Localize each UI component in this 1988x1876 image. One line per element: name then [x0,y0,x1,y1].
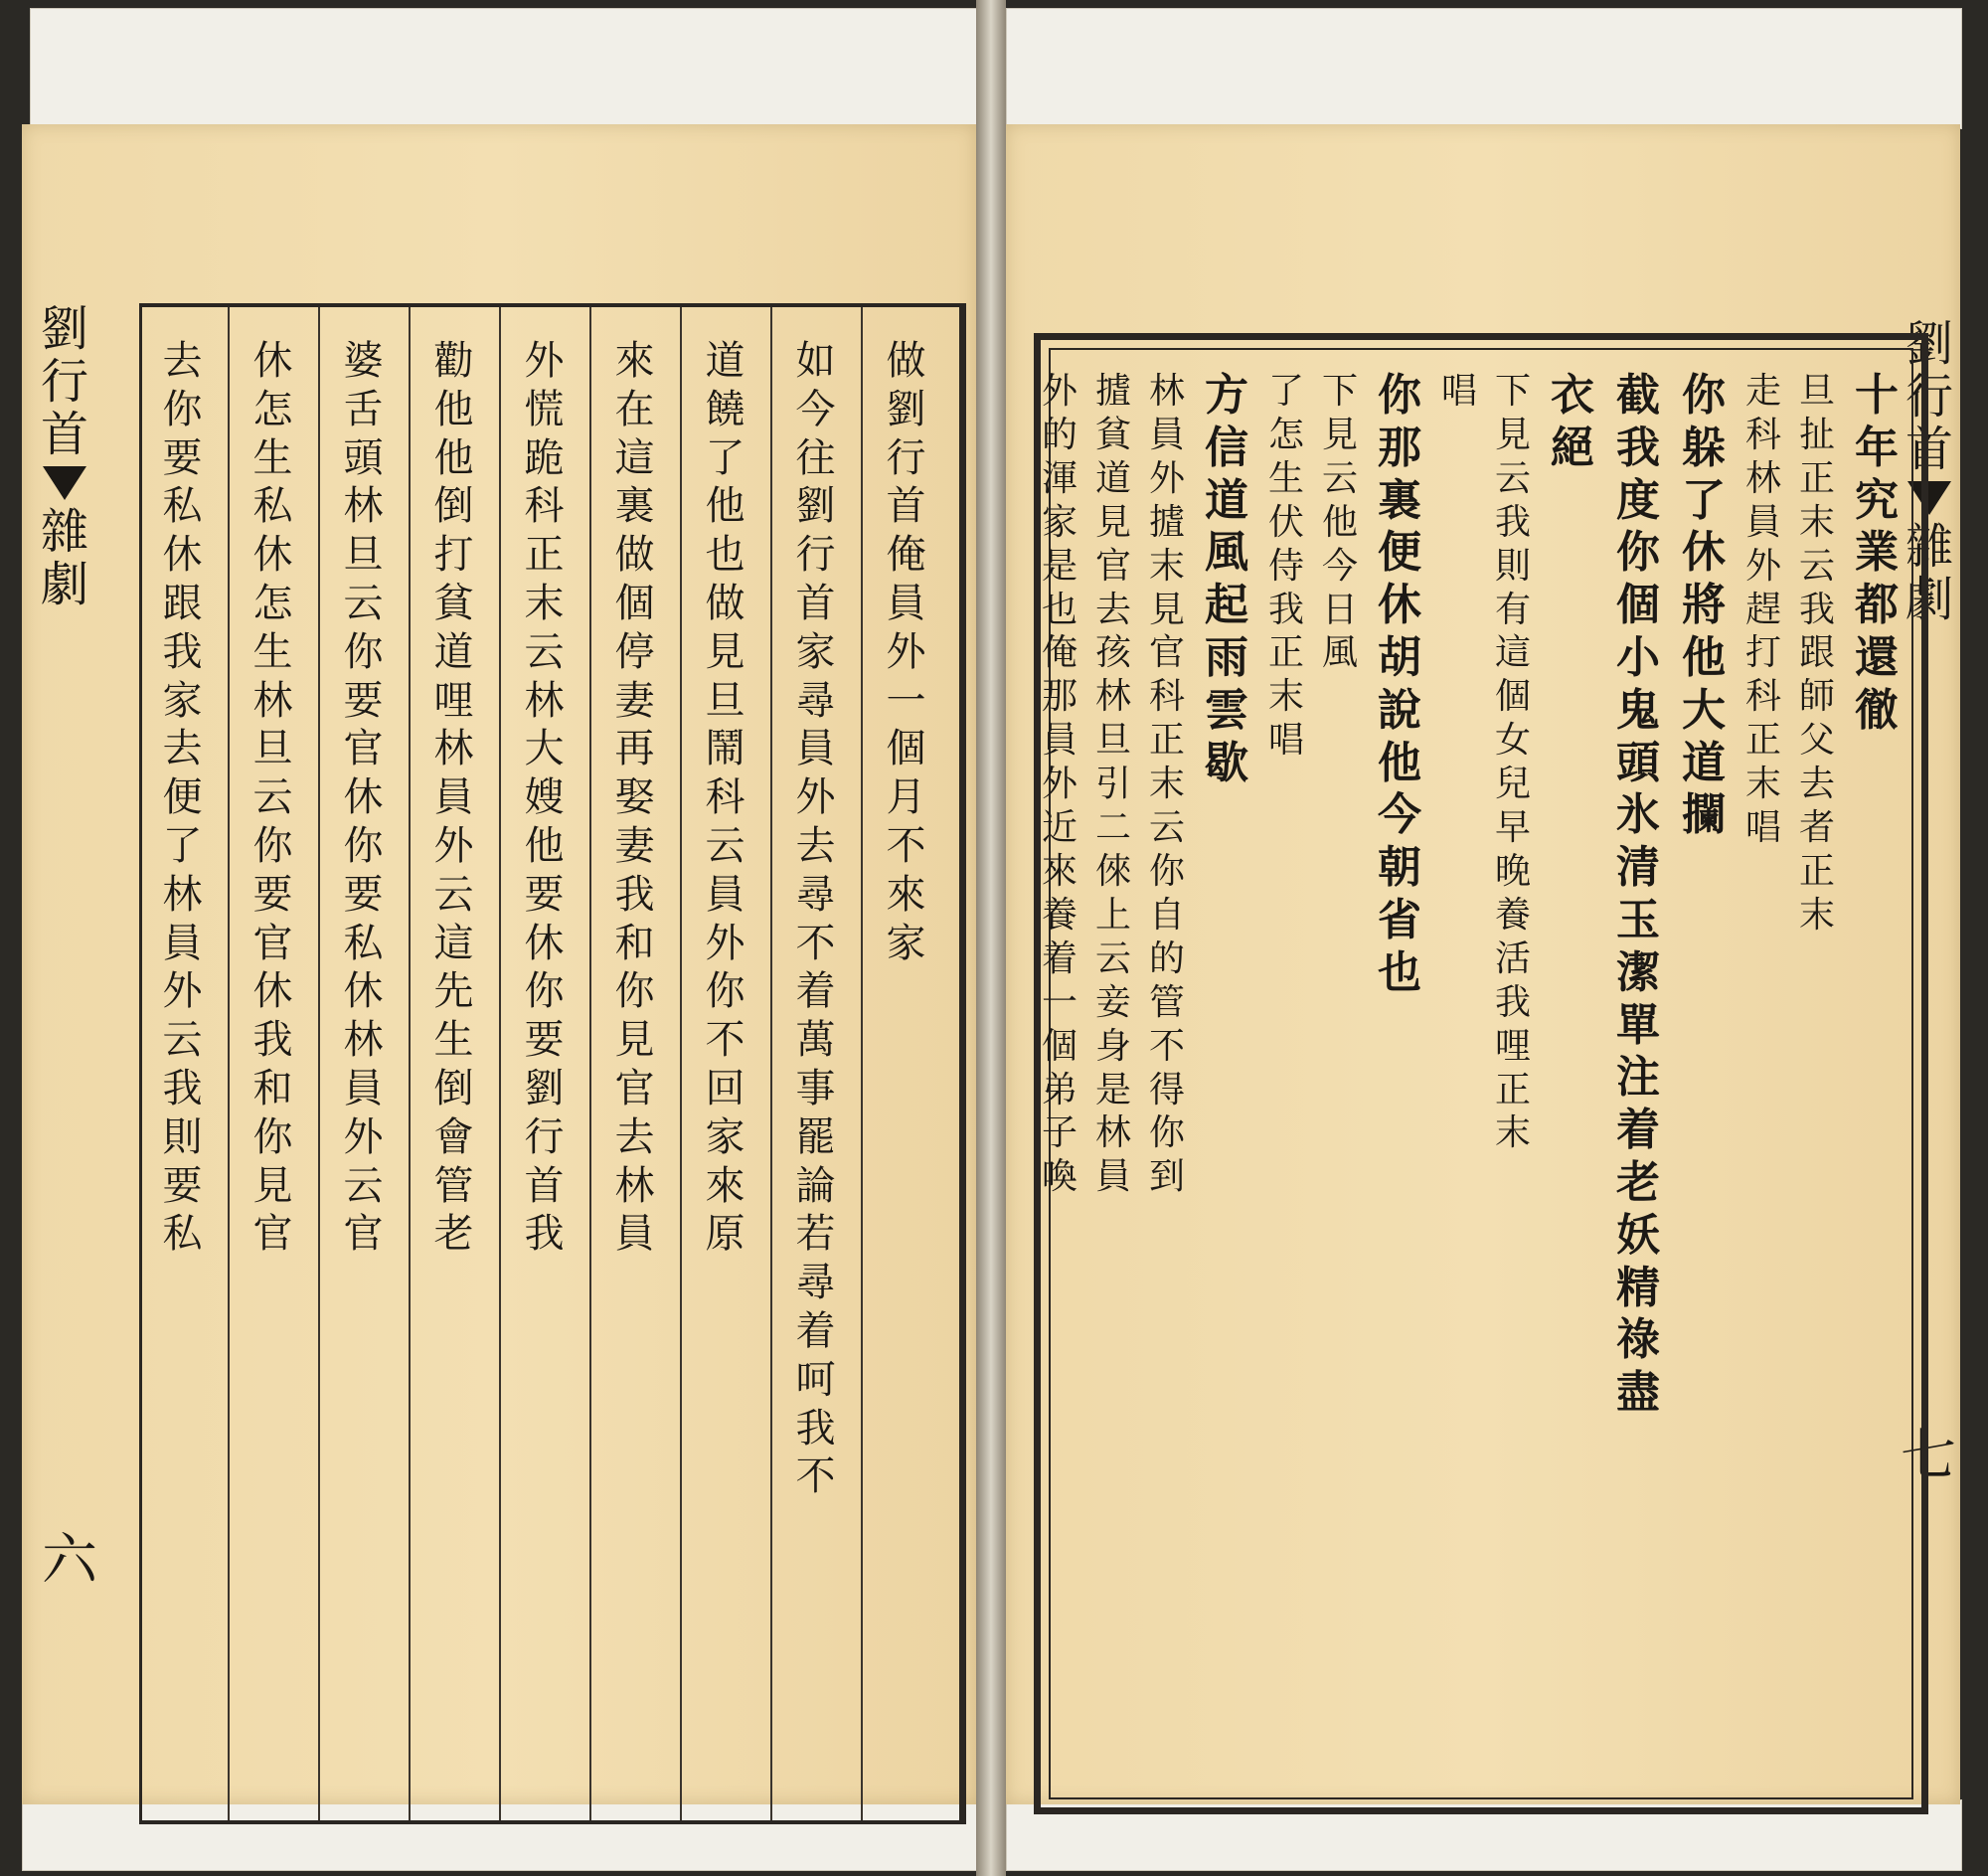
column-rule [861,307,863,1820]
right-inner-border [1041,348,1913,1799]
sung-verse-column: 你 那 裏 便 休 胡 說 他 今 朝 省 也 [1378,370,1421,998]
right-page-number: 七 [1901,1424,1956,1488]
text-column: 外 慌 跪 科 正 末 云 林 大 嫂 他 要 休 你 要 劉 行 首 我 [524,338,565,1258]
text-column: 婆 舌 頭 林 旦 云 你 要 官 休 你 要 私 休 林 員 外 云 官 [343,338,384,1258]
fish-tail-icon [43,466,86,500]
text-column: 做 劉 行 首 俺 員 外 一 個 月 不 來 家 [886,338,926,966]
text-column: 去 你 要 私 休 跟 我 家 去 便 了 林 員 外 云 我 則 要 私 [162,338,203,1258]
sung-verse-column: 方 信 道 風 起 雨 雲 歇 [1205,370,1248,788]
text-column: 道 饒 了 他 也 做 見 旦 鬧 科 云 員 外 你 不 回 家 來 原 [705,338,746,1258]
text-column: 下 見 云 我 則 有 這 個 女 兒 早 晚 養 活 我 哩 正 末 [1494,371,1531,1154]
text-column: 摣 貧 道 見 官 去 孩 林 旦 引 二 倈 上 云 妾 身 是 林 員 [1094,371,1131,1198]
text-column: 勸 他 他 倒 打 貧 道 哩 林 員 外 云 這 先 生 倒 會 管 老 [433,338,474,1258]
column-rule [228,307,230,1820]
sung-verse-column: 你 躲 了 休 將 他 大 道 攔 [1682,370,1726,841]
left-page-number: 六 [42,1528,97,1593]
text-column: 走 科 林 員 外 趕 打 科 正 末 唱 [1744,371,1781,849]
cover-edge-top-right [1006,8,1962,129]
left-banxin [30,303,99,1824]
left-banxin-category: 雜 劇 [40,504,88,613]
column-rule [770,307,772,1820]
column-rule [409,307,411,1820]
text-column: 來 在 這 裏 做 個 停 妻 再 娶 妻 我 和 你 見 官 去 林 員 [614,338,655,1258]
right-text-frame [1034,333,1928,1814]
text-column: 了 怎 生 伏 侍 我 正 末 唱 [1267,371,1304,762]
left-banxin-title: 劉 行 首 [40,301,88,462]
cover-edge-top-left [30,8,978,129]
column-rule [680,307,682,1820]
sung-verse-column: 十 年 究 業 都 還 徹 [1855,370,1899,736]
text-column: 休 怎 生 私 休 怎 生 林 旦 云 你 要 官 休 我 和 你 見 官 [252,338,293,1258]
column-rule [589,307,591,1820]
sung-verse-column: 截 我 度 你 個 小 鬼 頭 氷 清 玉 潔 單 注 着 老 妖 精 祿 盡 [1616,370,1660,1419]
text-column: 如 今 往 劉 行 首 家 尋 員 外 去 尋 不 着 萬 事 罷 論 若 尋 着 呵 我 不 [795,338,836,1500]
right-banxin-category: 雜 劇 [1905,519,1953,628]
book-gutter [976,0,1006,1876]
sung-verse-column: 衣 絕 [1551,370,1594,473]
column-rule [318,307,320,1820]
text-column: 唱 [1440,371,1477,412]
text-column: 外 的 渾 家 是 也 俺 那 員 外 近 來 養 着 一 個 弟 子 喚 [1041,371,1077,1198]
text-column: 下 見 云 他 今 日 風 [1321,371,1358,674]
column-rule [499,307,501,1820]
right-banxin-title: 劉 行 首 [1905,316,1953,477]
text-column: 旦 扯 正 末 云 我 跟 師 父 去 者 正 末 [1798,371,1835,936]
text-column: 林 員 外 摣 末 見 官 科 正 末 云 你 自 的 管 不 得 你 到 [1148,371,1185,1198]
left-text-frame [139,303,966,1824]
